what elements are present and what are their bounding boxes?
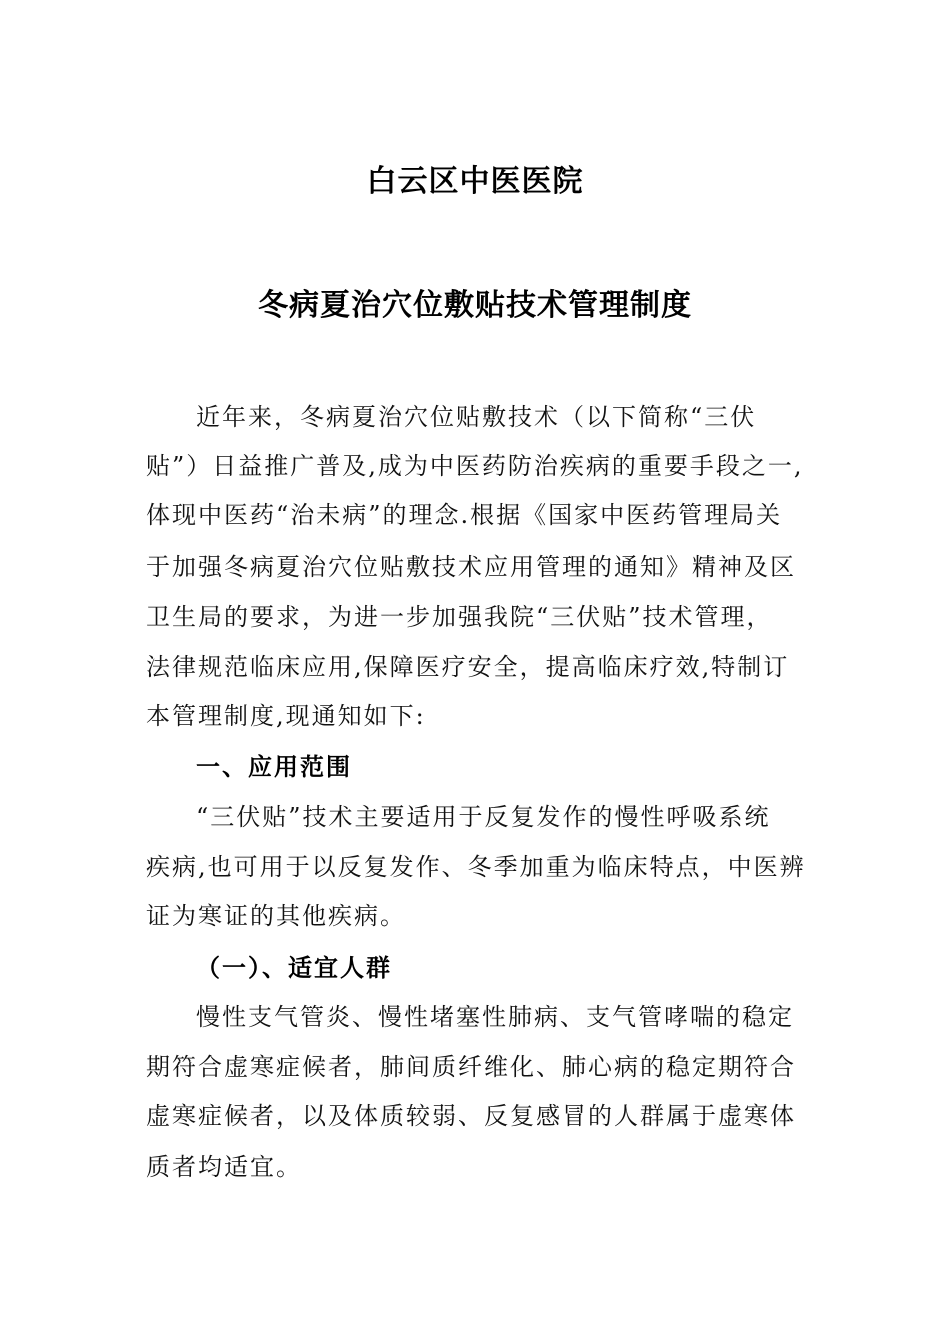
intro-line: 卫生局的要求，为进一步加强我院“三伏贴”技术管理， — [146, 603, 773, 631]
intro-line: 于加强冬病夏治穴位贴敷技术应用管理的通知》精神及区 — [146, 553, 796, 581]
section-line: 证为寒证的其他疾病。 — [146, 902, 406, 930]
intro-line: 贴”）日益推广普及,成为中医药防治疾病的重要手段之一, — [146, 452, 804, 480]
section-line: 疾病,也可用于以反复发作、冬季加重为临床特点，中医辨 — [146, 853, 806, 881]
document-subtitle: 冬病夏治穴位敷贴技术管理制度 — [258, 288, 692, 323]
subsection-line: 虚寒症候者，以及体质较弱、反复感冒的人群属于虚寒体 — [146, 1102, 796, 1130]
subsection-line: 质者均适宜。 — [146, 1153, 302, 1181]
intro-line: 近年来，冬病夏治穴位贴敷技术（以下简称“三伏 — [196, 403, 757, 431]
subsection-line: 慢性支气管炎、慢性堵塞性肺病、支气管哮喘的稳定 — [196, 1003, 794, 1031]
intro-line: 法律规范临床应用,保障医疗安全，提高临床疗效,特制订 — [146, 653, 790, 681]
intro-line: 本管理制度,现通知如下: — [146, 702, 426, 730]
subsection-heading: （一）、适宜人群 — [196, 954, 392, 982]
intro-line: 体现中医药“治未病”的理念.根据《国家中医药管理局关 — [146, 501, 783, 529]
section-heading: 一、应用范围 — [196, 753, 352, 781]
section-line: “三伏贴”技术主要适用于反复发作的慢性呼吸系统 — [196, 803, 771, 831]
document-title: 白云区中医医院 — [366, 164, 584, 199]
subsection-line: 期符合虚寒症候者，肺间质纤维化、肺心病的稳定期符合 — [146, 1053, 796, 1081]
